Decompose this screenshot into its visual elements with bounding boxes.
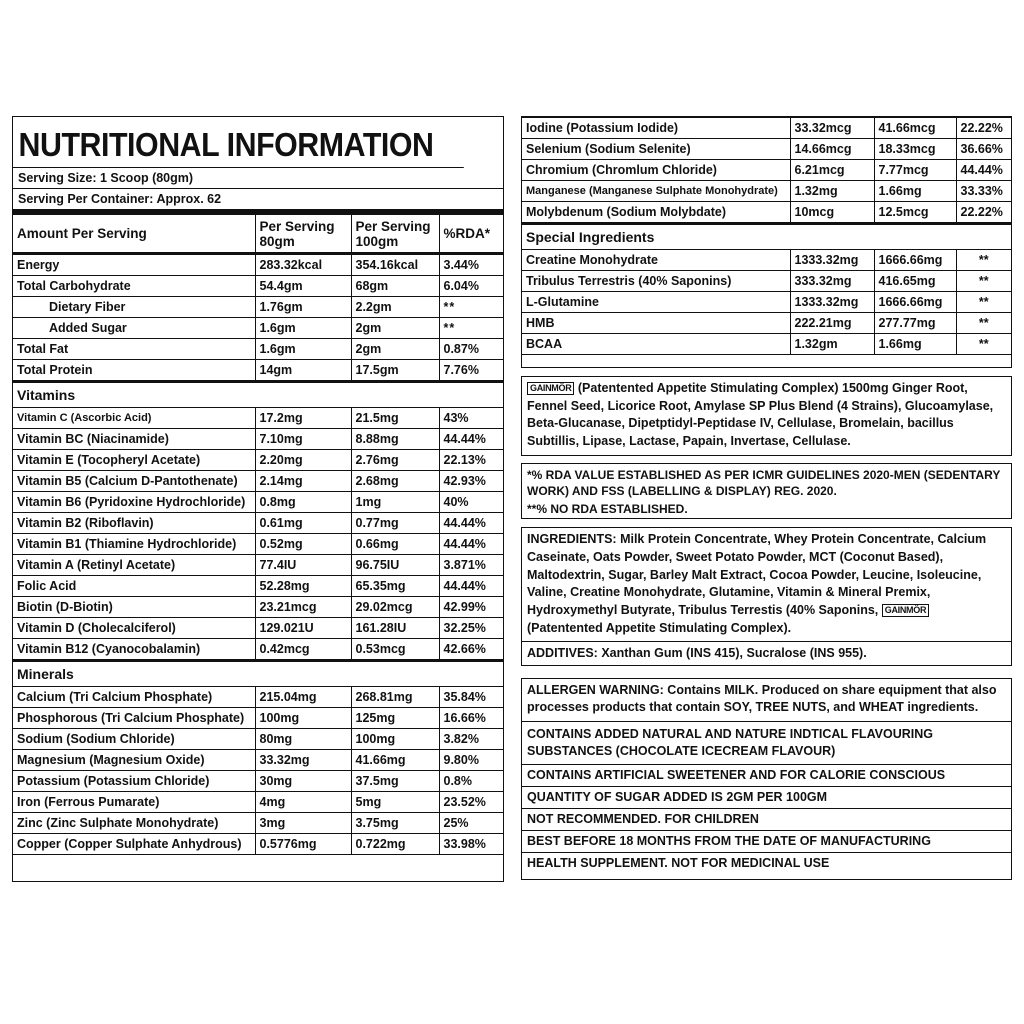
value-per-100gm: 37.5mg — [351, 771, 439, 792]
notice-line: CONTAINS ADDED NATURAL AND NATURE INDTICAL FLAVOURING SUBSTANCES (CHOCOLATE ICECREAM FLAVOUR) — [522, 722, 1011, 765]
vitamins-section — [13, 382, 503, 408]
value-rda: 42.93% — [439, 471, 503, 492]
value-per-80gm: 100mg — [255, 708, 351, 729]
value-per-80gm: 77.4IU — [255, 555, 351, 576]
value-per-100gm: 96.75IU — [351, 555, 439, 576]
table-row — [522, 160, 1011, 181]
value-per-80gm: 0.8mg — [255, 492, 351, 513]
value-per-80gm: 14gm — [255, 360, 351, 382]
value-rda: 44.44% — [439, 513, 503, 534]
nutrient-name: Energy — [13, 254, 255, 276]
value-per-80gm: 23.21mcg — [255, 597, 351, 618]
nutrient-name: Chromium (Chromlum Chloride) — [522, 160, 790, 181]
value-per-80gm: 80mg — [255, 729, 351, 750]
nutrient-name: Biotin (D-Biotin) — [13, 597, 255, 618]
rda-note-1: *% RDA VALUE ESTABLISHED AS PER ICMR GUIDELINES 2020-MEN (SEDENTARY WORK) AND FSS (LABELLING & DISPLAY) REG. 2020. — [527, 468, 1001, 498]
value-rda: 22.22% — [956, 118, 1011, 139]
value-per-80gm: 222.21mg — [790, 313, 874, 334]
value-rda: 33.33% — [956, 181, 1011, 202]
extra-nutrients-panel — [521, 116, 1012, 368]
value-per-80gm: 33.32mg — [255, 750, 351, 771]
nutrient-name: Iodine (Potassium Iodide) — [522, 118, 790, 139]
table-row — [522, 250, 1011, 271]
table-row — [13, 318, 503, 339]
value-per-100gm: 8.88mg — [351, 429, 439, 450]
value-rda: 44.44% — [956, 160, 1011, 181]
table-row — [13, 297, 503, 318]
nutrient-name: Vitamin D (Cholecalciferol) — [13, 618, 255, 639]
value-rda: 35.84% — [439, 687, 503, 708]
value-rda: ** — [956, 250, 1011, 271]
value-per-100gm: 65.35mg — [351, 576, 439, 597]
table-header-row — [13, 215, 503, 254]
value-rda: 0.8% — [439, 771, 503, 792]
value-per-100gm: 1.66mg — [874, 181, 956, 202]
ingredients-paragraph — [522, 528, 1011, 641]
value-per-100gm: 1.66mg — [874, 334, 956, 355]
allergen-label: ALLERGEN WARNING: — [527, 683, 664, 697]
value-per-100gm: 7.77mcg — [874, 160, 956, 181]
value-per-80gm: 1.32gm — [790, 334, 874, 355]
value-per-80gm: 1.32mg — [790, 181, 874, 202]
serving-per-container: Serving Per Container: Approx. 62 — [13, 189, 503, 214]
value-per-80gm: 52.28mg — [255, 576, 351, 597]
value-rda: 0.87% — [439, 339, 503, 360]
notice-line: NOT RECOMMENDED. FOR CHILDREN — [522, 809, 1011, 831]
value-per-100gm: 0.53mcg — [351, 639, 439, 661]
gainmor-logo-inline: GAINMÖR — [882, 604, 929, 617]
table-row — [13, 492, 503, 513]
value-per-100gm: 41.66mg — [351, 750, 439, 771]
header-per100: Per Serving 100gm — [351, 215, 439, 254]
value-per-80gm: 1333.32mg — [790, 250, 874, 271]
nutrient-name: HMB — [522, 313, 790, 334]
table-row — [13, 618, 503, 639]
table-row — [522, 202, 1011, 224]
value-rda: ** — [439, 297, 503, 318]
value-per-80gm: 1.76gm — [255, 297, 351, 318]
value-per-80gm: 333.32mg — [790, 271, 874, 292]
allergen-text: Contains MILK. Produced on share equipment that also processes products that contain SOY, TREE NUTS, and WHEAT ingredients. — [527, 683, 997, 714]
value-rda: ** — [956, 271, 1011, 292]
special-ingredients-section-title: Special Ingredients — [522, 224, 1011, 250]
ingredients-box — [521, 527, 1012, 666]
table-row — [13, 771, 503, 792]
header-amount: Amount Per Serving — [13, 215, 255, 254]
nutrient-name: Selenium (Sodium Selenite) — [522, 139, 790, 160]
value-per-80gm: 129.021U — [255, 618, 351, 639]
nutrient-name: Added Sugar — [13, 318, 255, 339]
table-row — [522, 139, 1011, 160]
nutrient-name: Sodium (Sodium Chloride) — [13, 729, 255, 750]
nutrient-name: Molybdenum (Sodium Molybdate) — [522, 202, 790, 224]
value-per-100gm: 1666.66mg — [874, 250, 956, 271]
value-rda: 3.871% — [439, 555, 503, 576]
allergen-notices-box — [521, 678, 1012, 880]
nutrient-name: Creatine Monohydrate — [522, 250, 790, 271]
value-per-80gm: 10mcg — [790, 202, 874, 224]
serving-size: Serving Size: 1 Scoop (80gm) — [13, 168, 503, 189]
minerals-section — [13, 661, 503, 687]
table-row — [13, 254, 503, 276]
nutrient-name: Vitamin B2 (Riboflavin) — [13, 513, 255, 534]
value-rda: 3.82% — [439, 729, 503, 750]
value-per-80gm: 0.5776mg — [255, 834, 351, 855]
table-row — [522, 292, 1011, 313]
value-per-100gm: 416.65mg — [874, 271, 956, 292]
value-per-100gm: 277.77mg — [874, 313, 956, 334]
minerals-section-title: Minerals — [13, 661, 503, 687]
nutrient-name: Iron (Ferrous Pumarate) — [13, 792, 255, 813]
value-rda: ** — [956, 313, 1011, 334]
value-rda: 7.76% — [439, 360, 503, 382]
header-per80: Per Serving 80gm — [255, 215, 351, 254]
table-row — [522, 181, 1011, 202]
nutrient-name: Total Carbohydrate — [13, 276, 255, 297]
ingredients-text-2: (Patentented Appetite Stimulating Complex). — [527, 620, 792, 635]
value-per-100gm: 0.66mg — [351, 534, 439, 555]
value-per-100gm: 2gm — [351, 318, 439, 339]
value-per-100gm: 2.2gm — [351, 297, 439, 318]
table-row — [13, 597, 503, 618]
nutrient-name: Vitamin BC (Niacinamide) — [13, 429, 255, 450]
value-per-100gm: 68gm — [351, 276, 439, 297]
value-per-100gm: 2.68mg — [351, 471, 439, 492]
nutrient-name: Magnesium (Magnesium Oxide) — [13, 750, 255, 771]
nutrient-name: Tribulus Terrestris (40% Saponins) — [522, 271, 790, 292]
value-per-100gm: 21.5mg — [351, 408, 439, 429]
nutrient-name: Manganese (Manganese Sulphate Monohydrate) — [522, 181, 790, 202]
value-per-80gm: 1333.32mg — [790, 292, 874, 313]
nutrient-name: Zinc (Zinc Sulphate Monohydrate) — [13, 813, 255, 834]
ingredients-label: INGREDIENTS: — [527, 532, 617, 546]
value-per-80gm: 54.4gm — [255, 276, 351, 297]
value-rda: ** — [956, 334, 1011, 355]
value-per-80gm: 0.52mg — [255, 534, 351, 555]
value-per-100gm: 354.16kcal — [351, 254, 439, 276]
value-per-80gm: 33.32mcg — [790, 118, 874, 139]
value-per-80gm: 1.6gm — [255, 339, 351, 360]
value-per-100gm: 0.77mg — [351, 513, 439, 534]
table-row — [13, 750, 503, 771]
table-row — [13, 708, 503, 729]
nutrition-facts-panel — [12, 116, 504, 882]
value-rda: 9.80% — [439, 750, 503, 771]
value-per-100gm: 161.28IU — [351, 618, 439, 639]
value-per-80gm: 30mg — [255, 771, 351, 792]
nutrient-name: Calcium (Tri Calcium Phosphate) — [13, 687, 255, 708]
value-rda: 33.98% — [439, 834, 503, 855]
additives-paragraph — [522, 641, 1011, 666]
table-row — [13, 639, 503, 661]
value-per-100gm: 2gm — [351, 339, 439, 360]
nutrient-name: Vitamin C (Ascorbic Acid) — [13, 408, 255, 429]
header-rda: %RDA* — [439, 215, 503, 254]
value-rda: 16.66% — [439, 708, 503, 729]
nutrient-name: Dietary Fiber — [13, 297, 255, 318]
special-ingredients-section — [522, 224, 1011, 250]
value-per-80gm: 7.10mg — [255, 429, 351, 450]
value-rda: 44.44% — [439, 429, 503, 450]
nutrient-name: Vitamin B1 (Thiamine Hydrochloride) — [13, 534, 255, 555]
table-row — [13, 513, 503, 534]
value-rda: 42.66% — [439, 639, 503, 661]
table-row — [13, 813, 503, 834]
value-per-100gm: 12.5mcg — [874, 202, 956, 224]
nutrient-name: Vitamin B12 (Cyanocobalamin) — [13, 639, 255, 661]
value-rda: 43% — [439, 408, 503, 429]
value-rda: 6.04% — [439, 276, 503, 297]
table-row — [13, 429, 503, 450]
nutrient-name: Vitamin A (Retinyl Acetate) — [13, 555, 255, 576]
value-per-80gm: 0.42mcg — [255, 639, 351, 661]
table-row — [13, 576, 503, 597]
value-rda: 44.44% — [439, 534, 503, 555]
gainmor-complex-box — [521, 376, 1012, 456]
value-rda: 44.44% — [439, 576, 503, 597]
notice-line: CONTAINS ARTIFICIAL SWEETENER AND FOR CALORIE CONSCIOUS — [522, 765, 1011, 787]
vitamins-section-title: Vitamins — [13, 382, 503, 408]
table-row — [13, 834, 503, 855]
value-rda: 22.13% — [439, 450, 503, 471]
table-row — [522, 334, 1011, 355]
table-row — [522, 118, 1011, 139]
value-per-80gm: 6.21mcg — [790, 160, 874, 181]
gainmor-text: (Patentented Appetite Stimulating Complex) 1500mg Ginger Root, Fennel Seed, Licorice Root, Amylase SP Plus Blend (4 Strains), Glucoamylase, Beta-Glucanase, Dipetptidyl-Peptidase IV, Cellulase, Bromelain, bacillus Subtillis, Lipase, Lactase, Papain, Invertase, Cellulase. — [527, 381, 994, 448]
value-rda: 32.25% — [439, 618, 503, 639]
value-per-80gm: 4mg — [255, 792, 351, 813]
nutrition-table — [13, 214, 503, 855]
value-rda: ** — [956, 292, 1011, 313]
value-per-80gm: 0.61mg — [255, 513, 351, 534]
value-per-80gm: 3mg — [255, 813, 351, 834]
value-rda: 42.99% — [439, 597, 503, 618]
table-row — [13, 729, 503, 750]
gainmor-logo: GAINMÖR — [527, 382, 574, 395]
nutrient-name: Potassium (Potassium Chloride) — [13, 771, 255, 792]
value-per-100gm: 17.5gm — [351, 360, 439, 382]
nutrient-name: Folic Acid — [13, 576, 255, 597]
nutrient-name: Vitamin E (Tocopheryl Acetate) — [13, 450, 255, 471]
nutrient-name: L-Glutamine — [522, 292, 790, 313]
nutrient-name: Total Fat — [13, 339, 255, 360]
table-row — [13, 276, 503, 297]
nutrient-name: Vitamin B5 (Calcium D-Pantothenate) — [13, 471, 255, 492]
nutrient-name: BCAA — [522, 334, 790, 355]
value-per-100gm: 18.33mcg — [874, 139, 956, 160]
ingredients-text: Milk Protein Concentrate, Whey Protein Concentrate, Calcium Caseinate, Oats Powder, Sweet Potato Powder, MCT (Coconut Based), Maltodextrin, Sugar, Barley Malt Extract, Cocoa Powder, Leucine, Isoleucine, Valine, Creatine Monohydrate, Glutamine, Vitamin & Mineral Premix, Hydroxymethyl Butyrate, Tribulus Terrestis (40% Saponins, — [527, 532, 987, 618]
table-row — [522, 313, 1011, 334]
page-title: NUTRITIONAL INFORMATION — [13, 117, 464, 168]
value-per-80gm: 2.20mg — [255, 450, 351, 471]
table-row — [13, 792, 503, 813]
value-per-80gm: 17.2mg — [255, 408, 351, 429]
value-per-100gm: 0.722mg — [351, 834, 439, 855]
value-per-100gm: 1666.66mg — [874, 292, 956, 313]
value-rda: 36.66% — [956, 139, 1011, 160]
value-per-100gm: 3.75mg — [351, 813, 439, 834]
allergen-warning — [522, 679, 1011, 722]
table-row — [13, 471, 503, 492]
table-row — [13, 534, 503, 555]
value-per-100gm: 268.81mg — [351, 687, 439, 708]
value-per-100gm: 100mg — [351, 729, 439, 750]
value-per-100gm: 5mg — [351, 792, 439, 813]
value-per-100gm: 2.76mg — [351, 450, 439, 471]
value-rda: 40% — [439, 492, 503, 513]
notice-line: BEST BEFORE 18 MONTHS FROM THE DATE OF MANUFACTURING — [522, 831, 1011, 853]
value-rda: 25% — [439, 813, 503, 834]
table-row — [13, 555, 503, 576]
table-row — [13, 408, 503, 429]
notice-line: QUANTITY OF SUGAR ADDED IS 2GM PER 100GM — [522, 787, 1011, 809]
gainmor-paragraph — [522, 377, 1011, 453]
value-per-80gm: 1.6gm — [255, 318, 351, 339]
value-per-80gm: 2.14mg — [255, 471, 351, 492]
value-per-80gm: 215.04mg — [255, 687, 351, 708]
additives-label: ADDITIVES: — [527, 645, 598, 660]
value-rda: 3.44% — [439, 254, 503, 276]
table-row — [522, 271, 1011, 292]
table-row — [13, 360, 503, 382]
value-per-100gm: 29.02mcg — [351, 597, 439, 618]
value-rda: 22.22% — [956, 202, 1011, 224]
table-row — [13, 687, 503, 708]
rda-note-box — [521, 463, 1012, 519]
value-per-80gm: 14.66mcg — [790, 139, 874, 160]
nutrient-name: Vitamin B6 (Pyridoxine Hydrochloride) — [13, 492, 255, 513]
table-row — [13, 339, 503, 360]
value-per-80gm: 283.32kcal — [255, 254, 351, 276]
notice-line: HEALTH SUPPLEMENT. NOT FOR MEDICINAL USE — [527, 856, 830, 870]
nutrient-name: Phosphorous (Tri Calcium Phosphate) — [13, 708, 255, 729]
rda-note-2: **% NO RDA ESTABLISHED. — [527, 502, 688, 516]
value-per-100gm: 125mg — [351, 708, 439, 729]
nutrient-name: Total Protein — [13, 360, 255, 382]
value-per-100gm: 1mg — [351, 492, 439, 513]
table-row — [13, 450, 503, 471]
extra-nutrients-table — [522, 117, 1011, 355]
nutrient-name: Copper (Copper Sulphate Anhydrous) — [13, 834, 255, 855]
additives-text: Xanthan Gum (INS 415), Sucralose (INS 955). — [601, 645, 867, 660]
value-per-100gm: 41.66mcg — [874, 118, 956, 139]
value-rda: ** — [439, 318, 503, 339]
value-rda: 23.52% — [439, 792, 503, 813]
